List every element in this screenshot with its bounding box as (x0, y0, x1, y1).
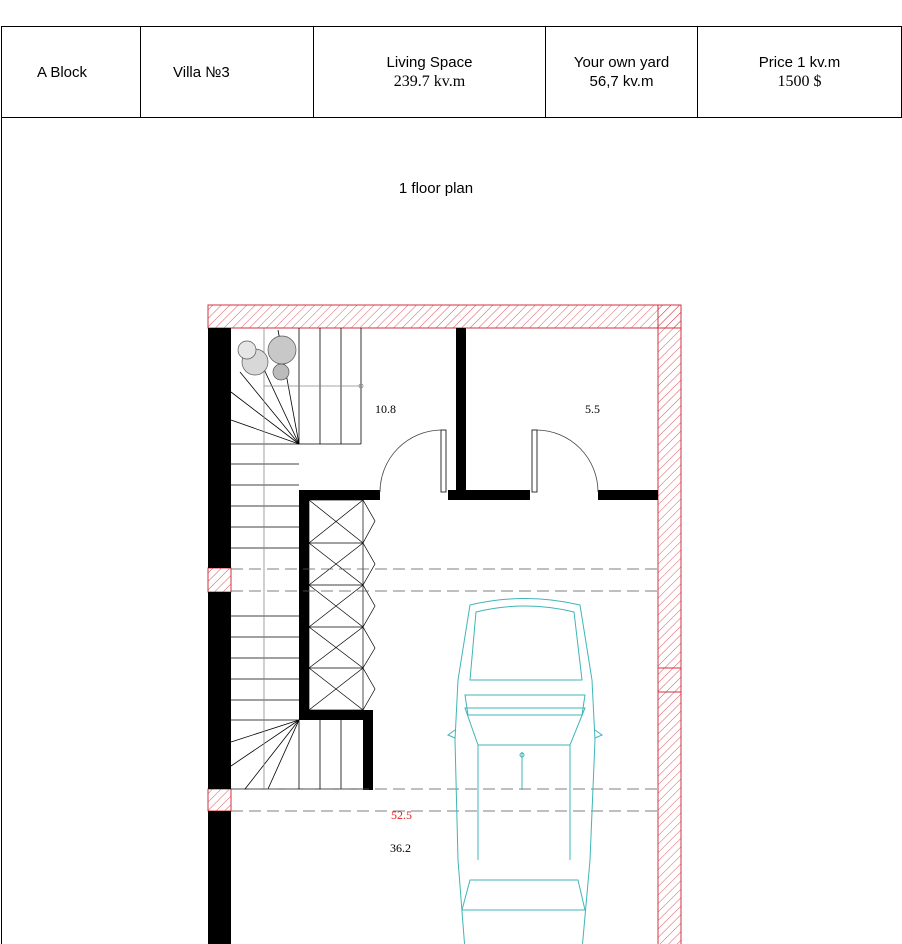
plan-title: 1 floor plan (398, 180, 474, 197)
plant-icon (238, 336, 296, 380)
yard-value: 56,7 kv.m (589, 73, 654, 90)
label-small-room: 5.5 (585, 402, 600, 416)
left-wall-window-1 (208, 568, 231, 592)
left-wall-window-2 (208, 789, 231, 811)
top-wall (208, 305, 681, 328)
wardrobe (309, 500, 375, 710)
villa-label: Villa №3 (173, 63, 230, 81)
doors (380, 430, 598, 492)
price-label: Price 1 kv.m (758, 54, 841, 71)
living-space-value: 239.7 kv.m (393, 73, 466, 90)
label-garage-red: 52.5 (391, 808, 412, 822)
price-value: 1500 $ (777, 73, 822, 90)
label-garage: 36.2 (390, 841, 411, 855)
right-wall (658, 305, 681, 944)
label-stair-room: 10.8 (375, 402, 396, 416)
car-icon (448, 599, 602, 944)
yard-label: Your own yard (573, 54, 670, 71)
living-space-label: Living Space (386, 54, 473, 71)
block-label: A Block (37, 63, 88, 81)
